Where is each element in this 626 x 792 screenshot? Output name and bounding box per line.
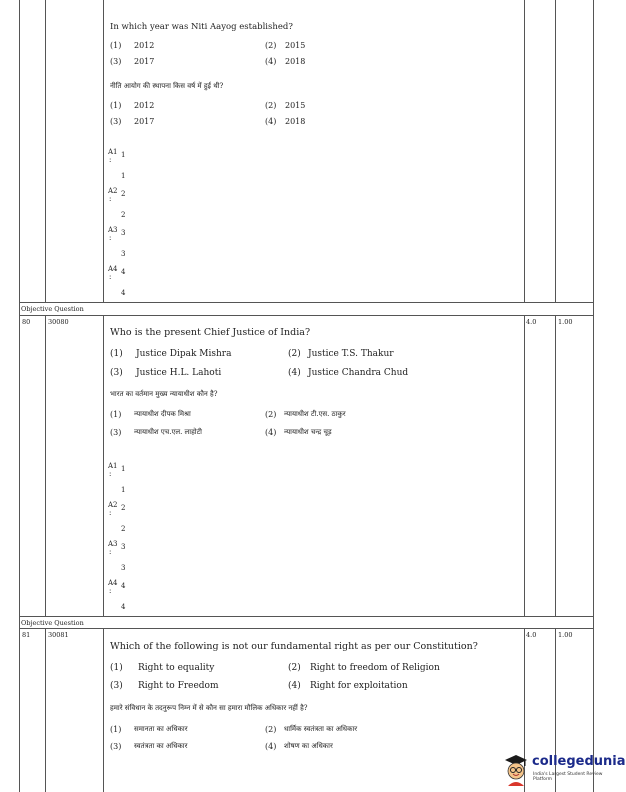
option-number: (2) <box>288 349 301 359</box>
option-number: (4) <box>265 742 277 751</box>
option-number: (1) <box>110 41 122 50</box>
collegedunia-watermark <box>502 752 626 788</box>
answer-label: A1 <box>108 462 118 470</box>
option-number: (2) <box>265 41 277 50</box>
option-number: (1) <box>110 410 122 419</box>
answer-colon: : <box>109 548 112 556</box>
table-row-divider <box>19 315 594 316</box>
answer-text: 4 <box>121 289 126 297</box>
answer-label: A2 <box>108 187 118 195</box>
answer-value: 1 <box>121 465 126 473</box>
option-number: (3) <box>110 117 122 126</box>
question-text-en: Which of the following is not our fundamental right as per our Constitution? <box>110 641 478 652</box>
table-col-qid <box>103 0 104 302</box>
option-text: Right for exploitation <box>310 681 408 691</box>
question-serial-number: 81 <box>22 631 31 639</box>
answer-colon: : <box>109 587 112 595</box>
option-text: 2017 <box>134 117 155 126</box>
answer-colon: : <box>109 273 112 281</box>
question-text-hi: भारत का वर्तमान मुख्य न्यायाधीश कौन है? <box>110 390 218 398</box>
option-text: न्यायाधीश एच.एल. लाहोटी <box>134 428 202 436</box>
option-number: (1) <box>110 725 122 734</box>
table-border-left <box>19 0 20 792</box>
answer-value: 4 <box>121 582 126 590</box>
answer-colon: : <box>109 156 112 164</box>
option-text: 2018 <box>285 117 306 126</box>
option-text: 2012 <box>134 41 155 50</box>
option-number: (2) <box>288 663 301 673</box>
option-number: (4) <box>265 117 277 126</box>
answer-value: 3 <box>121 229 126 237</box>
table-col-content <box>524 316 525 616</box>
answer-colon: : <box>109 234 112 242</box>
option-text: Right to Freedom <box>138 681 219 691</box>
option-number: (1) <box>110 663 123 673</box>
answer-text: 1 <box>121 172 126 180</box>
table-col-qid <box>103 629 104 792</box>
answer-text: 3 <box>121 564 126 572</box>
option-number: (1) <box>110 101 122 110</box>
option-text: 2015 <box>285 41 306 50</box>
question-text-en: Who is the present Chief Justice of India? <box>110 327 311 338</box>
option-text: Right to freedom of Religion <box>310 663 440 673</box>
option-text: Justice Chandra Chud <box>308 368 409 378</box>
question-id: 30080 <box>48 318 69 326</box>
table-col-marks <box>555 316 556 616</box>
option-text: समानता का अधिकार <box>134 725 188 733</box>
option-number: (4) <box>265 57 277 66</box>
answer-label: A2 <box>108 501 118 509</box>
option-text: धार्मिक स्वतंत्रता का अधिकार <box>284 725 358 733</box>
option-number: (1) <box>110 349 123 359</box>
question-text-en: In which year was Niti Aayog established? <box>110 22 293 32</box>
option-text: स्वतंत्रता का अधिकार <box>134 742 188 750</box>
option-text: शोषण का अधिकार <box>284 742 333 750</box>
answer-label: A4 <box>108 579 118 587</box>
option-number: (3) <box>110 681 123 691</box>
answer-text: 4 <box>121 603 126 611</box>
brand-tagline: India's Largest Student Review Platform <box>533 772 603 782</box>
question-text-hi: नीति आयोग की स्थापना किस वर्ष में हुई थी? <box>110 82 224 90</box>
question-negative-marks: 1.00 <box>558 318 573 326</box>
option-text: 2017 <box>134 57 155 66</box>
option-number: (2) <box>265 410 277 419</box>
option-number: (3) <box>110 742 122 751</box>
section-label: Objective Question <box>21 305 84 313</box>
option-text: 2012 <box>134 101 155 110</box>
option-number: (3) <box>110 428 122 437</box>
answer-colon: : <box>109 470 112 478</box>
question-marks: 4.0 <box>526 631 537 639</box>
table-border-right <box>593 0 594 792</box>
answer-text: 2 <box>121 525 126 533</box>
answer-value: 1 <box>121 151 126 159</box>
answer-colon: : <box>109 509 112 517</box>
option-number: (2) <box>265 101 277 110</box>
option-text: न्यायाधीश चन्द्र चूड़ <box>284 428 332 436</box>
table-col-content <box>524 0 525 302</box>
mascot-logo-icon <box>502 752 530 786</box>
answer-label: A3 <box>108 226 118 234</box>
option-text: Right to equality <box>138 663 215 673</box>
option-number: (4) <box>288 681 301 691</box>
section-label: Objective Question <box>21 619 84 627</box>
table-col-marks <box>555 0 556 302</box>
option-text: 2015 <box>285 101 306 110</box>
answer-value: 4 <box>121 268 126 276</box>
answer-text: 3 <box>121 250 126 258</box>
answer-value: 3 <box>121 543 126 551</box>
answer-label: A1 <box>108 148 118 156</box>
option-text: न्यायाधीश टी.एस. ठाकुर <box>284 410 346 418</box>
option-number: (3) <box>110 368 123 378</box>
question-text-hi: हमारे संविधान के तदनुरूप निम्न में से कौन सा हमारा मौलिक अधिकार नहीं है? <box>110 704 308 712</box>
table-row-divider <box>19 616 594 617</box>
answer-label: A4 <box>108 265 118 273</box>
option-text: 2018 <box>285 57 306 66</box>
option-text: Justice T.S. Thakur <box>308 349 394 359</box>
question-negative-marks: 1.00 <box>558 631 573 639</box>
table-col-sno <box>45 316 46 616</box>
answer-colon: : <box>109 195 112 203</box>
option-number: (2) <box>265 725 277 734</box>
table-row-divider <box>19 628 594 629</box>
option-number: (3) <box>110 57 122 66</box>
answer-text: 2 <box>121 211 126 219</box>
brand-name: collegedunia <box>532 754 626 769</box>
answer-value: 2 <box>121 504 126 512</box>
table-col-sno <box>45 629 46 792</box>
question-id: 30081 <box>48 631 69 639</box>
answer-text: 1 <box>121 486 126 494</box>
option-text: Justice H.L. Lahoti <box>136 368 222 378</box>
table-row-divider <box>19 302 594 303</box>
option-number: (4) <box>288 368 301 378</box>
option-text: न्यायाधीश दीपक मिश्रा <box>134 410 191 418</box>
table-col-sno <box>45 0 46 302</box>
answer-label: A3 <box>108 540 118 548</box>
option-number: (4) <box>265 428 277 437</box>
question-marks: 4.0 <box>526 318 537 326</box>
question-serial-number: 80 <box>22 318 31 326</box>
answer-value: 2 <box>121 190 126 198</box>
table-col-qid <box>103 316 104 616</box>
option-text: Justice Dipak Mishra <box>136 349 232 359</box>
